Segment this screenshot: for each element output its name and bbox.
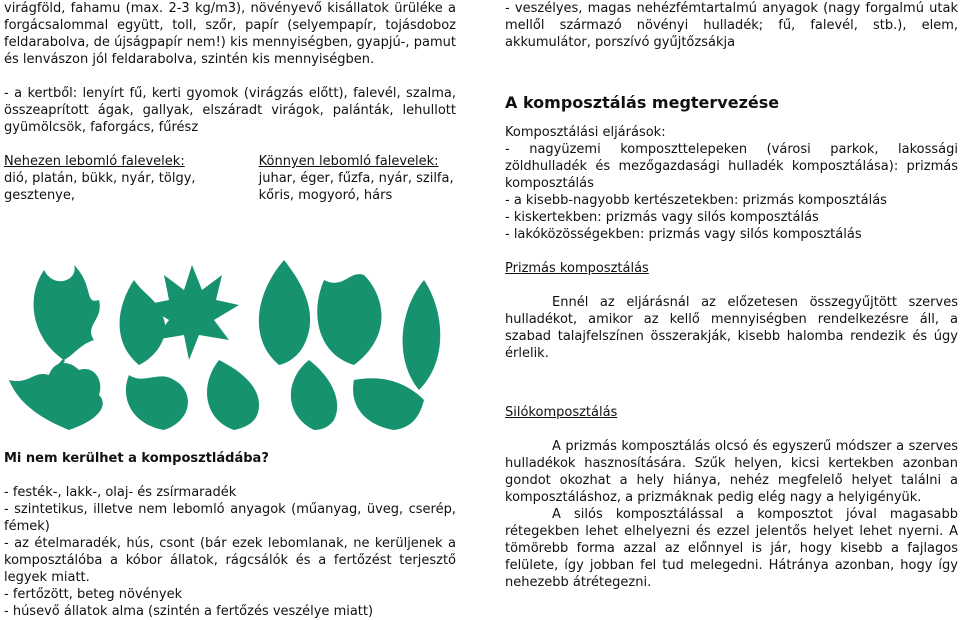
leaf-icon (207, 360, 259, 430)
forbidden-item: - fertőzött, beteg növények (4, 587, 183, 602)
methods-title: Komposztálási eljárások: (505, 125, 666, 140)
prizm-text: Ennél az eljárásnál az előzetesen összegyűjtött szerves hulladékot, amikor az kellő mennyiségben rendelkezésre áll, a szabad talajfelszínen összerakják, kisebb halomba rendezik és úgy érlelik. (505, 295, 958, 361)
easy-leaves (259, 153, 456, 204)
easy-leaves-list: juhar, éger, fűzfa, nyár, szilfa, kőris, mogyoró, hárs (258, 171, 454, 203)
prizm-title: Prizmás komposztálás (505, 261, 649, 276)
forbidden-section (4, 450, 456, 620)
easy-leaves-title: Könnyen lebomló falevelek: (258, 154, 439, 169)
leaf-icon (9, 363, 103, 430)
leaf-types (4, 153, 456, 204)
leaf-icon (291, 360, 337, 430)
garden-paragraph: - a kertből: lenyírt fű, kerti gyomok (virágzás előtt), falevél, szalma, összeaprított ágak, gallyak, elszáradt virágok, palánták, lehullott gyümölcsök, faforgács, fűrész (4, 86, 456, 135)
forbidden-item: - szintetikus, illetve nem lebomló anyagok (műanyag, üveg, cserép, fémek) (4, 502, 456, 534)
forbidden-title: Mi nem kerülhet a komposztládába? (4, 451, 269, 466)
method-item: - nagyüzemi komposzttelepeken (városi parkok, lakossági zöldhulladék és mezőgazdasági hulladék komposztálása): prizmás komposztálás (505, 142, 958, 191)
leaf-icon (403, 280, 441, 390)
intro-paragraph: virágföld, fahamu (max. 2-3 kg/m3), növényevő kisállatok ürüléke a forgácsalommal együtt, toll, szőr, papír (selyempapír, tojásdoboz feldarabolva, de újságpapír nem!) kis mennyiségben, gyapjú-, pamut és lenvászon jól feldarabolva, szintén kis mennyiségben. (4, 1, 456, 67)
forbidden-item: - az ételmaradék, hús, csont (bár ezek lebomlanak, ne kerüljenek a komposztálóba a kóbor állatok, rágcsálók és a fertőzést terjesztő legyek miatt. (4, 536, 456, 585)
hard-leaves (4, 153, 259, 204)
leaf-icon (34, 265, 100, 380)
leaf-icon (353, 378, 424, 430)
hard-leaves-title: Nehezen lebomló falevelek: (4, 154, 185, 169)
method-item: - a kisebb-nagyobb kertészetekben: prizmás komposztálás (505, 193, 887, 208)
leaves-illustration (4, 255, 454, 435)
leaf-icon (259, 260, 310, 365)
silo-text: A prizmás komposztálás olcsó és egyszerű módszer a szerves hulladékok hasznosítására. Szűk helyen, kicsi kertekben azonban gondot okozhat a hely hiánya, nehéz megfelelő helyet találni a komposztáláshoz, a prizmáknak pedig elég nagy a helyigényük. (505, 439, 958, 505)
hard-leaves-list: dió, platán, bükk, nyár, tölgy, gesztenye, (4, 171, 196, 203)
left-column (4, 0, 456, 204)
method-item: - kiskertekben: prizmás vagy silós komposztálás (505, 210, 819, 225)
method-item: - lakóközösségekben: prizmás vagy silós komposztálás (505, 227, 862, 242)
silo-text: A silós komposztálással a komposztot jóval magasabb rétegekben lehet elhelyezni és ezzel jelentős helyet lehet nyerni. A tömörebb forma azzal az előnnyel is jár, hogy kisebb a fajlagos felülete, így jobban fel tud melegedni. Hátránya azonban, hogy így nehezebb átrétegezni. (505, 507, 958, 590)
planning-heading: A komposztálás megtervezése (505, 93, 780, 112)
silo-title: Silókomposztálás (505, 405, 618, 420)
leaf-icon (120, 280, 166, 365)
leaf-icon (317, 274, 381, 365)
forbidden-item: - húsevő állatok alma (szintén a fertőzés veszélye miatt) (4, 604, 374, 619)
hazard-paragraph: - veszélyes, magas nehézfémtartalmú anyagok (nagy forgalmú utak mellől származó növényi hulladék; fű, falevél, stb.), elem, akkumulátor, porszívó gyűjtőzsákja (505, 1, 958, 50)
forbidden-item: - festék-, lakk-, olaj- és zsírmaradék (4, 485, 237, 500)
right-column (505, 0, 958, 591)
leaf-icon (126, 375, 188, 430)
